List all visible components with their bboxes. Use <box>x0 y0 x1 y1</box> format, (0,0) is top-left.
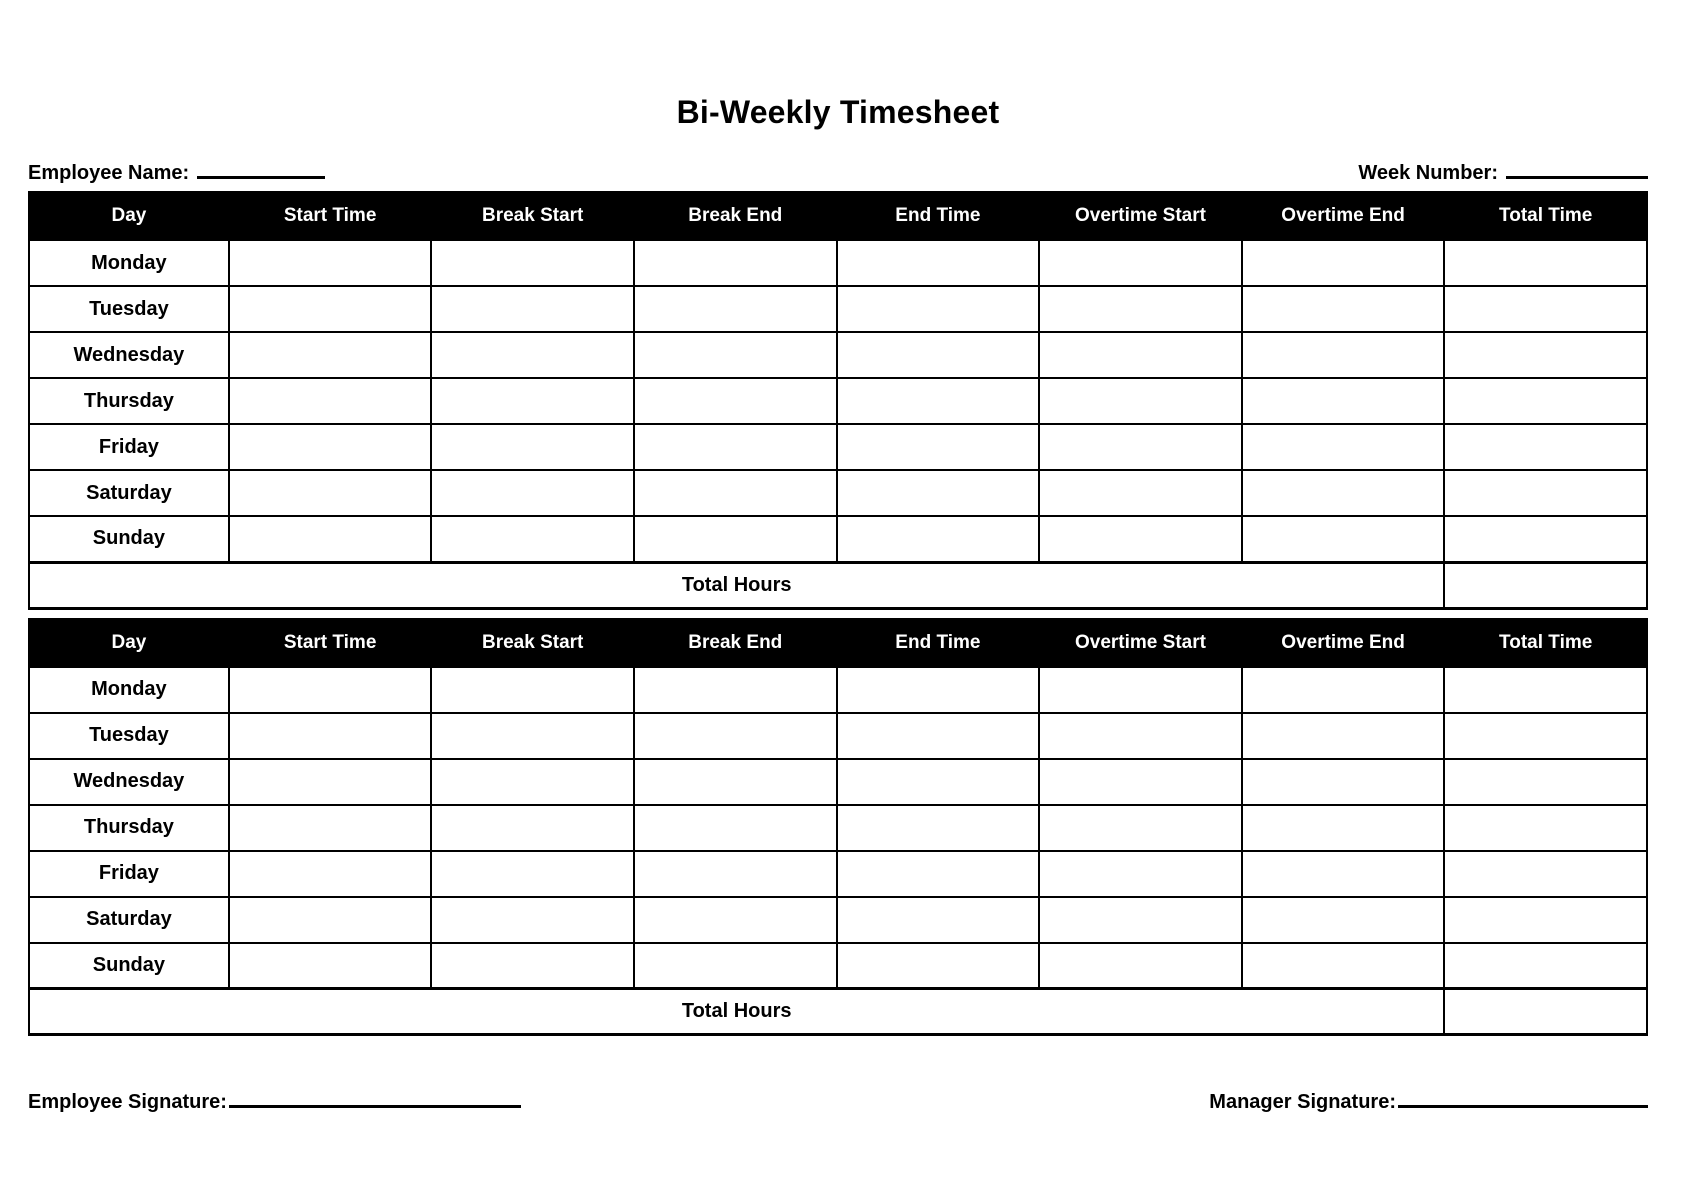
time-cell[interactable] <box>1444 897 1647 943</box>
time-cell[interactable] <box>431 943 634 989</box>
time-cell[interactable] <box>1444 805 1647 851</box>
col-header-total-time: Total Time <box>1444 619 1647 667</box>
week2-row-saturday <box>29 897 1647 943</box>
time-cell[interactable] <box>634 851 837 897</box>
col-header-overtime-end: Overtime End <box>1242 619 1445 667</box>
time-cell[interactable] <box>1242 897 1445 943</box>
time-cell[interactable] <box>1242 805 1445 851</box>
time-cell[interactable] <box>1444 332 1647 378</box>
time-cell[interactable] <box>837 378 1040 424</box>
time-cell[interactable] <box>1039 424 1242 470</box>
week2-table <box>28 618 1648 1037</box>
time-cell[interactable] <box>229 470 432 516</box>
time-cell[interactable] <box>1444 424 1647 470</box>
time-cell[interactable] <box>837 759 1040 805</box>
time-cell[interactable] <box>634 286 837 332</box>
time-cell[interactable] <box>229 516 432 562</box>
week1-day-saturday: Saturday <box>29 470 229 516</box>
col-header-break-end: Break End <box>634 192 837 240</box>
time-cell[interactable] <box>1039 943 1242 989</box>
col-header-total-time: Total Time <box>1444 192 1647 240</box>
time-cell[interactable] <box>229 713 432 759</box>
week2-day-thursday: Thursday <box>29 805 229 851</box>
time-cell[interactable] <box>1444 851 1647 897</box>
week2-row-monday <box>29 667 1647 713</box>
time-cell[interactable] <box>431 240 634 286</box>
week1-day-wednesday: Wednesday <box>29 332 229 378</box>
col-header-break-start: Break Start <box>431 619 634 667</box>
time-cell[interactable] <box>634 943 837 989</box>
time-cell[interactable] <box>1039 378 1242 424</box>
col-header-overtime-start: Overtime Start <box>1039 192 1242 240</box>
time-cell[interactable] <box>1242 851 1445 897</box>
time-cell[interactable] <box>837 897 1040 943</box>
week2-header-row <box>29 619 1647 667</box>
week2-row-sunday <box>29 943 1647 989</box>
week1-total-hours-value-cell[interactable] <box>1444 562 1647 608</box>
week1-row-monday <box>29 240 1647 286</box>
time-cell[interactable] <box>229 378 432 424</box>
time-cell[interactable] <box>431 378 634 424</box>
time-cell[interactable] <box>431 286 634 332</box>
employee-name-line[interactable] <box>197 159 325 179</box>
col-header-day: Day <box>29 192 229 240</box>
week2-total-hours-label-cell: Total Hours <box>29 989 1444 1035</box>
time-cell[interactable] <box>1444 759 1647 805</box>
time-cell[interactable] <box>634 378 837 424</box>
employee-signature-label: Employee Signature: <box>28 1091 227 1113</box>
time-cell[interactable] <box>1039 897 1242 943</box>
col-header-start-time: Start Time <box>229 192 432 240</box>
week2-day-monday: Monday <box>29 667 229 713</box>
time-cell[interactable] <box>431 759 634 805</box>
time-cell[interactable] <box>837 516 1040 562</box>
time-cell[interactable] <box>1039 516 1242 562</box>
week1-row-thursday <box>29 378 1647 424</box>
time-cell[interactable] <box>1242 240 1445 286</box>
time-cell[interactable] <box>634 667 837 713</box>
time-cell[interactable] <box>634 759 837 805</box>
time-cell[interactable] <box>837 470 1040 516</box>
week-number-label: Week Number: <box>1358 162 1498 184</box>
week1-header-row <box>29 192 1647 240</box>
week1-day-friday: Friday <box>29 424 229 470</box>
time-cell[interactable] <box>431 516 634 562</box>
time-cell[interactable] <box>837 332 1040 378</box>
col-header-overtime-end: Overtime End <box>1242 192 1445 240</box>
week-number-line[interactable] <box>1506 159 1648 179</box>
manager-signature-label: Manager Signature: <box>1209 1091 1396 1113</box>
time-cell[interactable] <box>431 470 634 516</box>
week1-row-friday <box>29 424 1647 470</box>
time-cell[interactable] <box>1039 240 1242 286</box>
time-cell[interactable] <box>837 805 1040 851</box>
manager-signature-field <box>1209 1088 1648 1114</box>
week1-row-tuesday <box>29 286 1647 332</box>
week1-row-wednesday <box>29 332 1647 378</box>
time-cell[interactable] <box>431 667 634 713</box>
time-cell[interactable] <box>431 332 634 378</box>
time-cell[interactable] <box>229 667 432 713</box>
time-cell[interactable] <box>634 713 837 759</box>
time-cell[interactable] <box>431 713 634 759</box>
col-header-end-time: End Time <box>837 192 1040 240</box>
time-cell[interactable] <box>431 897 634 943</box>
col-header-break-start: Break Start <box>431 192 634 240</box>
time-cell[interactable] <box>229 759 432 805</box>
time-cell[interactable] <box>1039 759 1242 805</box>
time-cell[interactable] <box>634 897 837 943</box>
time-cell[interactable] <box>1444 240 1647 286</box>
time-cell[interactable] <box>1242 667 1445 713</box>
time-cell[interactable] <box>837 286 1040 332</box>
time-cell[interactable] <box>1242 713 1445 759</box>
signature-row <box>28 1088 1648 1114</box>
week1-day-monday: Monday <box>29 240 229 286</box>
time-cell[interactable] <box>1242 516 1445 562</box>
week1-row-sunday <box>29 516 1647 562</box>
time-cell[interactable] <box>1242 378 1445 424</box>
time-cell[interactable] <box>1242 943 1445 989</box>
week1-day-sunday: Sunday <box>29 516 229 562</box>
time-cell[interactable] <box>431 424 634 470</box>
time-cell[interactable] <box>1039 851 1242 897</box>
time-cell[interactable] <box>1039 286 1242 332</box>
time-cell[interactable] <box>1242 332 1445 378</box>
time-cell[interactable] <box>229 897 432 943</box>
page-title: Bi-Weekly Timesheet <box>676 94 1000 130</box>
week2-row-tuesday <box>29 713 1647 759</box>
time-cell[interactable] <box>1444 943 1647 989</box>
time-cell[interactable] <box>634 332 837 378</box>
week1-total-hours-label-cell: Total Hours <box>29 562 1444 608</box>
week1-table <box>28 191 1648 610</box>
time-cell[interactable] <box>634 516 837 562</box>
col-header-end-time: End Time <box>837 619 1040 667</box>
time-cell[interactable] <box>229 851 432 897</box>
time-cell[interactable] <box>1039 667 1242 713</box>
manager-signature-line[interactable] <box>1398 1088 1648 1108</box>
time-cell[interactable] <box>634 424 837 470</box>
week2-day-tuesday: Tuesday <box>29 713 229 759</box>
time-cell[interactable] <box>1444 667 1647 713</box>
meta-row <box>28 159 1648 185</box>
week1-day-tuesday: Tuesday <box>29 286 229 332</box>
time-cell[interactable] <box>229 240 432 286</box>
time-cell[interactable] <box>229 805 432 851</box>
time-cell[interactable] <box>1242 286 1445 332</box>
week2-row-wednesday <box>29 759 1647 805</box>
col-header-break-end: Break End <box>634 619 837 667</box>
week1-total-row <box>29 562 1647 608</box>
time-cell[interactable] <box>1444 286 1647 332</box>
time-cell[interactable] <box>1444 378 1647 424</box>
time-cell[interactable] <box>634 470 837 516</box>
week2-day-wednesday: Wednesday <box>29 759 229 805</box>
time-cell[interactable] <box>837 424 1040 470</box>
employee-signature-line[interactable] <box>229 1088 521 1108</box>
time-cell[interactable] <box>1039 332 1242 378</box>
time-cell[interactable] <box>229 424 432 470</box>
employee-signature-field <box>28 1088 521 1114</box>
time-cell[interactable] <box>1039 805 1242 851</box>
week-number-field <box>1358 159 1648 185</box>
employee-name-field <box>28 159 325 185</box>
time-cell[interactable] <box>431 851 634 897</box>
time-cell[interactable] <box>1444 713 1647 759</box>
time-cell[interactable] <box>837 943 1040 989</box>
week2-row-friday <box>29 851 1647 897</box>
time-cell[interactable] <box>1444 470 1647 516</box>
time-cell[interactable] <box>1039 713 1242 759</box>
time-cell[interactable] <box>1242 759 1445 805</box>
time-cell[interactable] <box>229 286 432 332</box>
week2-total-hours-value-cell[interactable] <box>1444 989 1647 1035</box>
col-header-overtime-start: Overtime Start <box>1039 619 1242 667</box>
time-cell[interactable] <box>1444 516 1647 562</box>
col-header-start-time: Start Time <box>229 619 432 667</box>
time-cell[interactable] <box>837 851 1040 897</box>
week2-day-friday: Friday <box>29 851 229 897</box>
time-cell[interactable] <box>1242 470 1445 516</box>
week1-row-saturday <box>29 470 1647 516</box>
time-cell[interactable] <box>634 240 837 286</box>
week2-day-saturday: Saturday <box>29 897 229 943</box>
week2-total-row <box>29 989 1647 1035</box>
time-cell[interactable] <box>837 240 1040 286</box>
time-cell[interactable] <box>634 805 837 851</box>
week2-day-sunday: Sunday <box>29 943 229 989</box>
time-cell[interactable] <box>837 667 1040 713</box>
week1-day-thursday: Thursday <box>29 378 229 424</box>
time-cell[interactable] <box>837 713 1040 759</box>
time-cell[interactable] <box>431 805 634 851</box>
time-cell[interactable] <box>1242 424 1445 470</box>
week2-row-thursday <box>29 805 1647 851</box>
employee-name-label: Employee Name: <box>28 162 190 184</box>
time-cell[interactable] <box>229 943 432 989</box>
time-cell[interactable] <box>1039 470 1242 516</box>
col-header-day: Day <box>29 619 229 667</box>
time-cell[interactable] <box>229 332 432 378</box>
